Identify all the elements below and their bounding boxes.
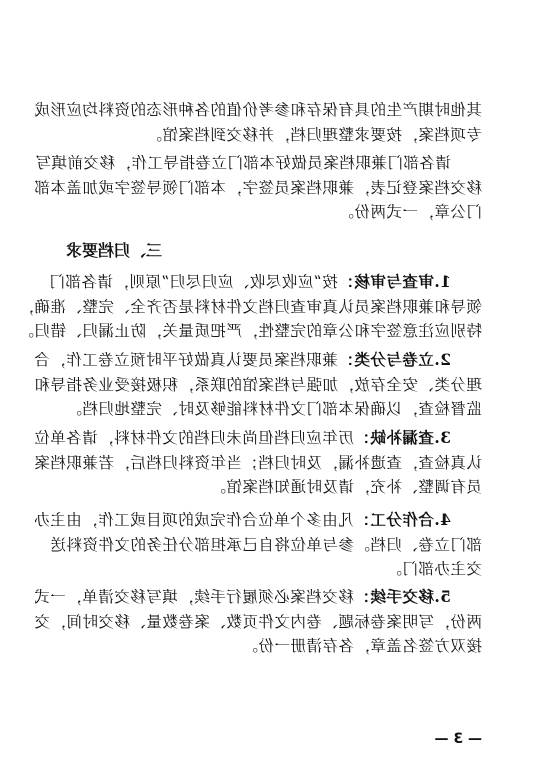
text-line: 特别应注意签字和公章的完整性，严把质量关，防止漏归、错归。 (17, 322, 482, 340)
item-title: 2.立卷与分类： (337, 350, 451, 369)
requirement-item-5 (33, 585, 482, 659)
text-line: 两份，写明案卷标题、卷内文件页数、案卷数量、移交时间，交 (33, 612, 482, 631)
item-text: 按“应收尽收、应归尽归”原则，请各部门 (48, 273, 338, 291)
requirement-item-4 (33, 508, 482, 582)
text-line: 请各部门兼职档案员做好本部门立卷指导工作，移交前填写 (34, 154, 451, 172)
item-text: 兼职档案员要认真做好平时预立卷工作，合 (33, 351, 338, 369)
item-text: 历年应归档但尚未归档的文件材料，请各单位 (33, 429, 354, 447)
text-line: 部门立卷、归档。参与单位将自己承担部分任务的文件资料送 (49, 535, 482, 554)
item-title: 3.查漏补缺： (353, 428, 451, 447)
item-title: 1.审查与审核： (337, 272, 451, 291)
item-text: 移交档案必须履行手续，填写移交清单，一式 (33, 588, 354, 606)
text-line (33, 426, 482, 451)
text-line: 监督检查，以确保本部门文件材料能够及时、完整地归档。 (65, 400, 482, 418)
text-line: 交主办部门。 (385, 560, 482, 578)
page-number: — 3 — (434, 731, 482, 747)
text-line: 门公章，一式两份。 (337, 203, 482, 221)
text-line: 接双方签名盖章，各存清册一份。 (241, 637, 482, 655)
section-heading: 三、归档要求 (66, 241, 163, 260)
requirement-item-3 (33, 426, 482, 500)
text-line: 移交档案登记表，兼职档案员签字，本部门领导签字或加盖本部 (33, 178, 482, 197)
text-line: 领导和兼职档案员认真审查归档文件材料是否齐全、完整、准确， (17, 297, 482, 316)
text-line (33, 585, 482, 610)
text-line (48, 270, 482, 295)
text-line (33, 508, 482, 533)
text-line (33, 348, 482, 373)
text-line: 员有调整、补充，请及时通知档案馆。 (209, 478, 482, 496)
item-title: 5.移交手续： (353, 587, 451, 606)
requirement-item-1 (17, 270, 482, 344)
text-line: 专项档案，按要求整理归档，并移交到档案馆。 (145, 125, 482, 144)
paragraph-archives-scope (33, 98, 482, 147)
text-line: 认真检查，查遗补漏，及时归档；当年资料归档后，若兼职档案 (33, 453, 482, 472)
paragraph-department-guidance (33, 151, 482, 225)
item-title: 4.合作分工： (353, 510, 451, 529)
text-line: 理分类、安全存放，加强与档案馆的联系，积极接受业务指导和 (33, 375, 482, 394)
requirement-item-2 (33, 348, 482, 422)
item-text: 凡由多个单位合作完成的项目或工作，由主办 (33, 511, 354, 529)
text-line: 其他时期产生的具有保存和参考价值的各种形态的资料均应形成 (33, 101, 482, 119)
